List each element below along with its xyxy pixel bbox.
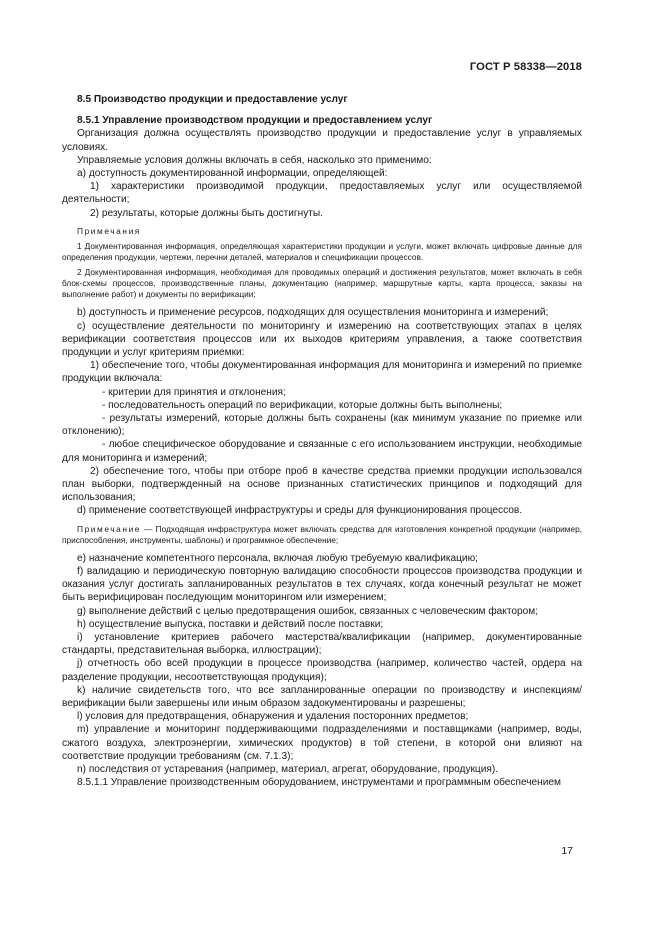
item-i: i) установление критериев рабочего мастерства/квалификации (например, документированные стандарты, представительная выборка, иллюстрации); (62, 632, 582, 657)
item-b: b) доступность и применение ресурсов, подходящих для осуществления мониторинга и измерений; (77, 307, 549, 319)
item-a: a) доступность документированной информации, определяющей: (77, 168, 388, 180)
item-c1-dash-4: - любое специфическое оборудование и связанные с его использованием инструкции, необходимые для мониторинга и измерений; (62, 439, 582, 464)
paragraph-conditions: Управляемые условия должны включать в себя, насколько это применимо: (77, 154, 432, 166)
item-n: n) последствия от устаревания (например, материал, агрегат, оборудование, продукция). (77, 764, 499, 776)
item-c1-dash-3: - результаты измерений, которые должны быть сохранены (как минимум указание по приемке или отклонению); (62, 413, 582, 438)
item-f: f) валидацию и периодическую повторную валидацию способности процессов производства продукции и оказания услуг достигать запланированных результатов в тех случаях, когда конечный результат не может быть верифицирован последующим мониторингом или измерением; (62, 566, 582, 604)
item-g: g) выполнение действий с целью предотвращения ошибок, связанных с человеческим фактором; (77, 605, 539, 617)
item-e: e) назначение компетентного персонала, включая любую требуемую квалификацию; (77, 552, 478, 564)
item-h: h) осуществление выпуска, поставки и действий после поставки; (77, 618, 384, 630)
section-heading: 8.5 Производство продукции и предоставление услуг (77, 94, 348, 105)
item-m: m) управление и мониторинг поддерживающими подразделениями и поставщиками (например, воды, сжатого воздуха, электроэнергии, химических продуктов) в той степени, в которой они влияют на соответствие продукции требованиям (см. 7.1.3); (62, 724, 582, 762)
note-label: Примечание (77, 523, 142, 534)
page-number: 17 (561, 845, 573, 857)
note-1: 1 Документированная информация, определяющая характеристики продукции и услуги, может включать цифровые данные для определения продукции, чертежи, перечни деталей, материалов и спецификации процессов. (62, 240, 582, 263)
paragraph-intro: Организация должна осуществлять производство продукции и предоставление услуг в управляемых условиях. (62, 128, 582, 153)
item-k: k) наличие свидетельств того, что все запланированные операции по производству и инспекциям/верификации были завершены или иным образом задокументированы и разрешены; (62, 684, 582, 710)
item-j: j) отчетность обо всей продукции в процессе производства (например, количество частей, ордера на разделение продукции, несоответствующая продукция); (62, 658, 582, 683)
standard-number: ГОСТ Р 58338—2018 (469, 61, 582, 73)
notes-label: Примечания (77, 225, 141, 236)
subsection-8511-heading: 8.5.1.1 Управление производственным оборудованием, инструментами и программным обеспечением (77, 777, 561, 789)
item-a1: 1) характеристики производимой продукции, предоставляемых услуг или осуществляемой деятельности; (62, 181, 582, 206)
item-c1-dash-1: - критерии для принятия и отклонения; (102, 386, 286, 398)
infrastructure-note (62, 524, 582, 546)
page-body (62, 93, 582, 789)
item-c: c) осуществление деятельности по мониторингу и измерению на соответствующих этапах в целях верификации соответствия процессов или их выходов критериям управления, а также соответствия продукции и услуг критериям приемки: (62, 320, 582, 358)
item-c2: 2) обеспечение того, чтобы при отборе проб в качестве средства приемки продукции использовался план выборки, подтвержденный на основе признанных статистических принципов и подходящий для использования; (62, 465, 582, 504)
note-2: 2 Документированная информация, необходимая для проводимых операций и достижения результатов, может включать в себя блок-схемы процессов, производственные планы, документацию (например, маршрутные карты, карта процесса, заказы на выполнение работ) и документы по верификации; (62, 267, 582, 300)
item-l: l) условия для предотвращения, обнаружения и удаления посторонних предметов; (77, 711, 469, 723)
item-a2: 2) результаты, которые должны быть достигнуты. (90, 207, 323, 219)
item-c1-dash-2: - последовательность операций по верификации, которые должны быть выполнены; (102, 399, 503, 411)
subsection-heading: 8.5.1 Управление производством продукции и предоставлением услуг (77, 115, 433, 127)
item-d: d) применение соответствующей инфраструктуры и среды для функционирования процессов. (77, 505, 523, 517)
item-c1: 1) обеспечение того, чтобы документированная информация для мониторинга и измерений по приемке продукции включала: (62, 360, 582, 385)
note-text: — Подходящая инфраструктура может включать средства для изготовления конкретной продукции (например, приспособления, инструменты, шаблоны) и программное обеспечение; (62, 523, 582, 545)
